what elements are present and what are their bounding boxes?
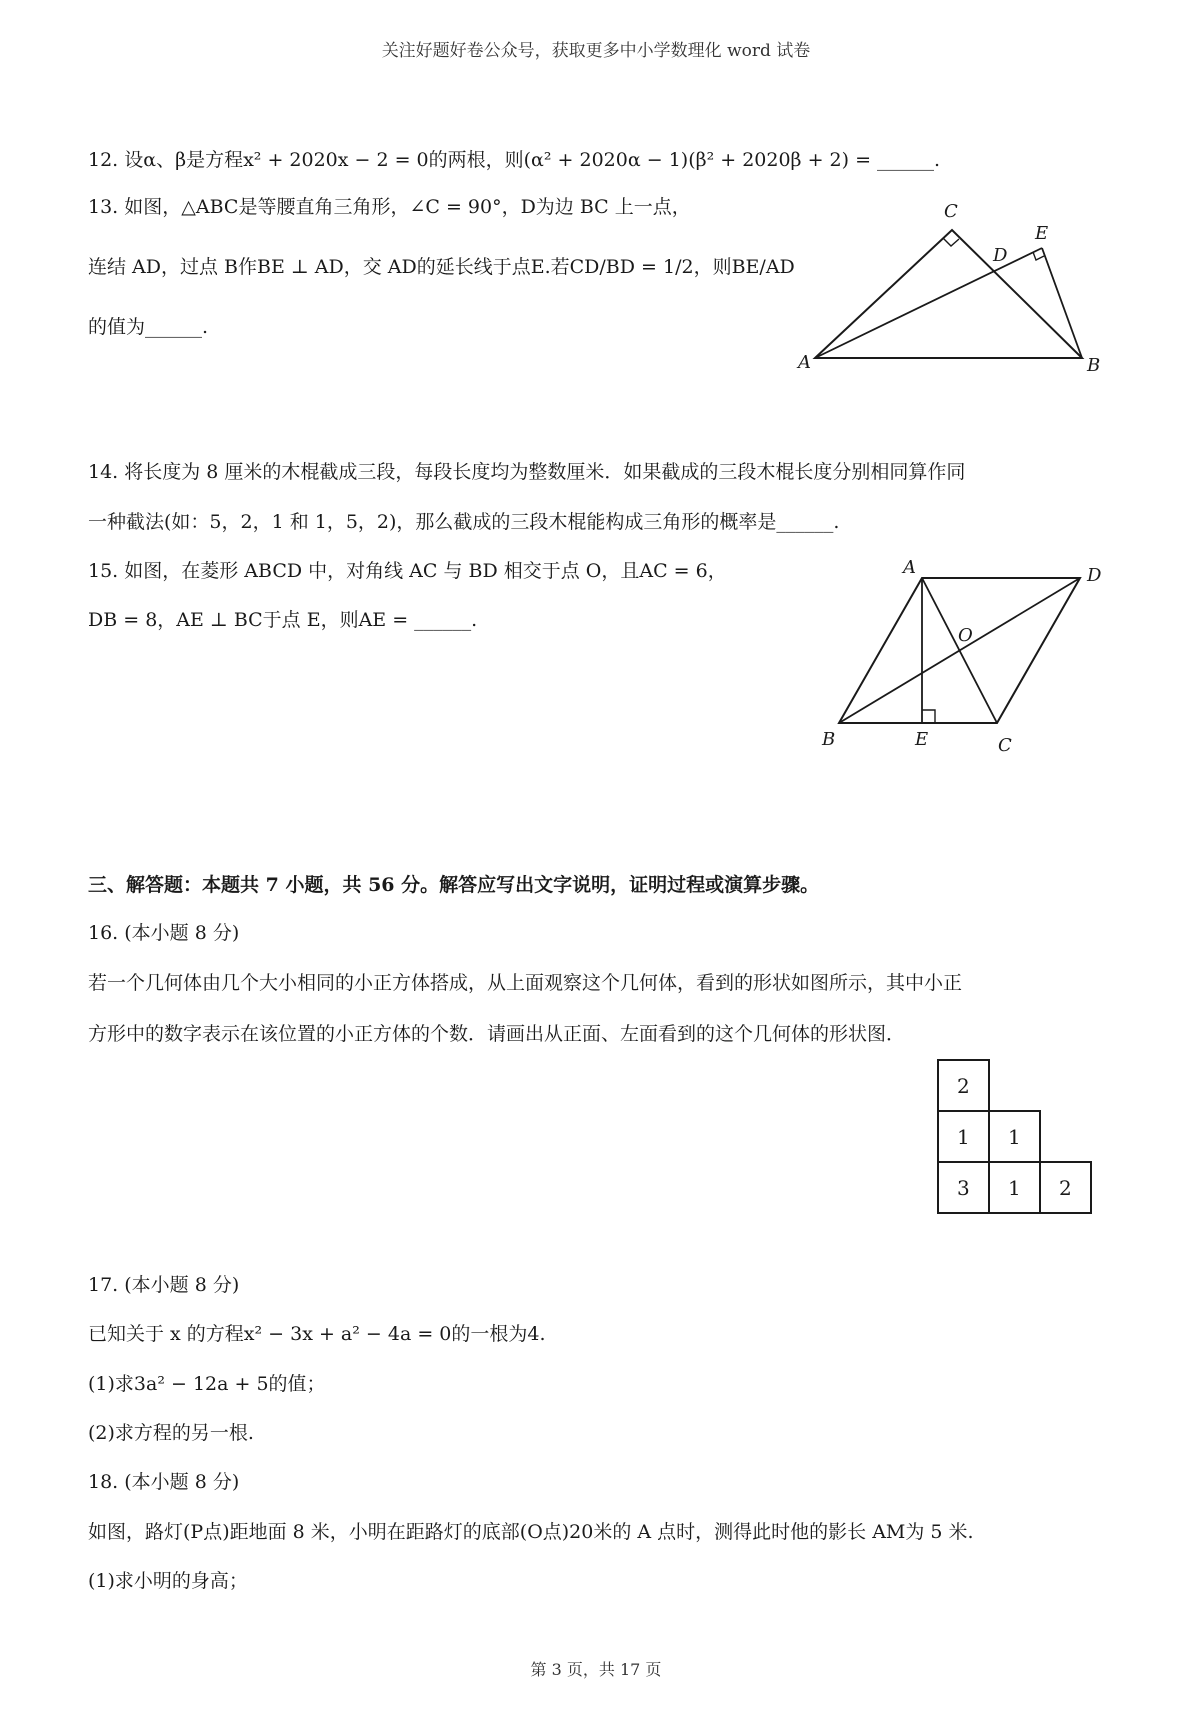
page-header: 关注好题好卷公众号，获取更多中小学数理化 word 试卷 xyxy=(381,41,811,61)
question-12: 12. 设α、β是方程x² + 2020x − 2 = 0的两根，则(α² + 2020α − 1)(β² + 2020β + 2) = ______. xyxy=(88,149,941,171)
section-3-title: 三、解答题：本题共 7 小题，共 56 分。解答应写出文字说明，证明过程或演算步骤。 xyxy=(88,874,820,896)
question-17-title: 17. (本小题 8 分) xyxy=(88,1274,240,1296)
top-view-grid xyxy=(935,1057,1097,1219)
question-18-part-1: (1)求小明的身高； xyxy=(88,1570,248,1592)
question-17-part-2: (2)求方程的另一根. xyxy=(88,1422,254,1444)
grid-value-r2c1: 1 xyxy=(957,1125,970,1149)
question-16-line-1: 若一个几何体由几个大小相同的小正方体搭成，从上面观察这个几何体，看到的形状如图所示，其中小正 xyxy=(88,972,963,994)
line-ae xyxy=(815,248,1042,358)
diagonal-bd xyxy=(839,578,1080,723)
question-15-line-1: 15. 如图，在菱形 ABCD 中，对角线 AC 与 BD 相交于点 O，且AC = 6， xyxy=(88,560,727,582)
label-o: O xyxy=(958,625,973,646)
question-13-line-1: 13. 如图，△ABC是等腰直角三角形，∠C = 90°，D为边 BC 上一点， xyxy=(88,196,691,218)
triangle-figure xyxy=(790,195,1110,385)
label-b: B xyxy=(1087,355,1101,376)
right-angle-e xyxy=(1033,252,1044,260)
grid-value-r1c1: 2 xyxy=(957,1074,970,1098)
question-16-title: 16. (本小题 8 分) xyxy=(88,922,240,944)
question-13-line-3: 的值为______. xyxy=(88,316,209,338)
label-b: B xyxy=(822,729,836,750)
right-angle-c xyxy=(943,238,959,246)
label-d: D xyxy=(1087,565,1102,586)
question-17-line-1: 已知关于 x 的方程x² − 3x + a² − 4a = 0的一根为4. xyxy=(88,1323,546,1345)
label-a: A xyxy=(798,352,811,373)
label-c: C xyxy=(944,201,958,222)
label-e: E xyxy=(1035,223,1049,244)
page-footer: 第 3 页，共 17 页 xyxy=(530,1660,662,1679)
label-c: C xyxy=(998,735,1012,756)
right-angle-e xyxy=(922,710,935,723)
grid-value-r2c2: 1 xyxy=(1008,1125,1021,1149)
rhombus-figure xyxy=(815,555,1115,760)
grid-value-r3c1: 3 xyxy=(957,1176,970,1200)
question-15-line-2: DB = 8，AE ⊥ BC于点 E，则AE = ______. xyxy=(88,609,478,631)
question-18-line-1: 如图，路灯(P点)距地面 8 米，小明在距路灯的底部(O点)20米的 A 点时，测得此时他的影长 AM为 5 米. xyxy=(88,1521,974,1543)
label-e: E xyxy=(915,729,929,750)
line-be xyxy=(1042,248,1082,358)
question-14-line-2: 一种截法(如：5，2，1 和 1，5，2)，那么截成的三段木棍能构成三角形的概率是______. xyxy=(88,511,840,533)
label-a: A xyxy=(903,557,916,578)
question-13-line-2: 连结 AD，过点 B作BE ⊥ AD，交 AD的延长线于点E.若CD/BD = 1/2，则BE/AD xyxy=(88,256,795,278)
label-d: D xyxy=(993,245,1008,266)
question-14-line-1: 14. 将长度为 8 厘米的木棍截成三段，每段长度均为整数厘米．如果截成的三段木棍长度分别相同算作同 xyxy=(88,461,966,483)
grid-value-r3c2: 1 xyxy=(1008,1176,1021,1200)
question-18-title: 18. (本小题 8 分) xyxy=(88,1471,240,1493)
question-16-line-2: 方形中的数字表示在该位置的小正方体的个数．请画出从正面、左面看到的这个几何体的形状图． xyxy=(88,1023,906,1045)
question-17-part-1: (1)求3a² − 12a + 5的值； xyxy=(88,1373,326,1395)
grid-value-r3c3: 2 xyxy=(1059,1176,1072,1200)
